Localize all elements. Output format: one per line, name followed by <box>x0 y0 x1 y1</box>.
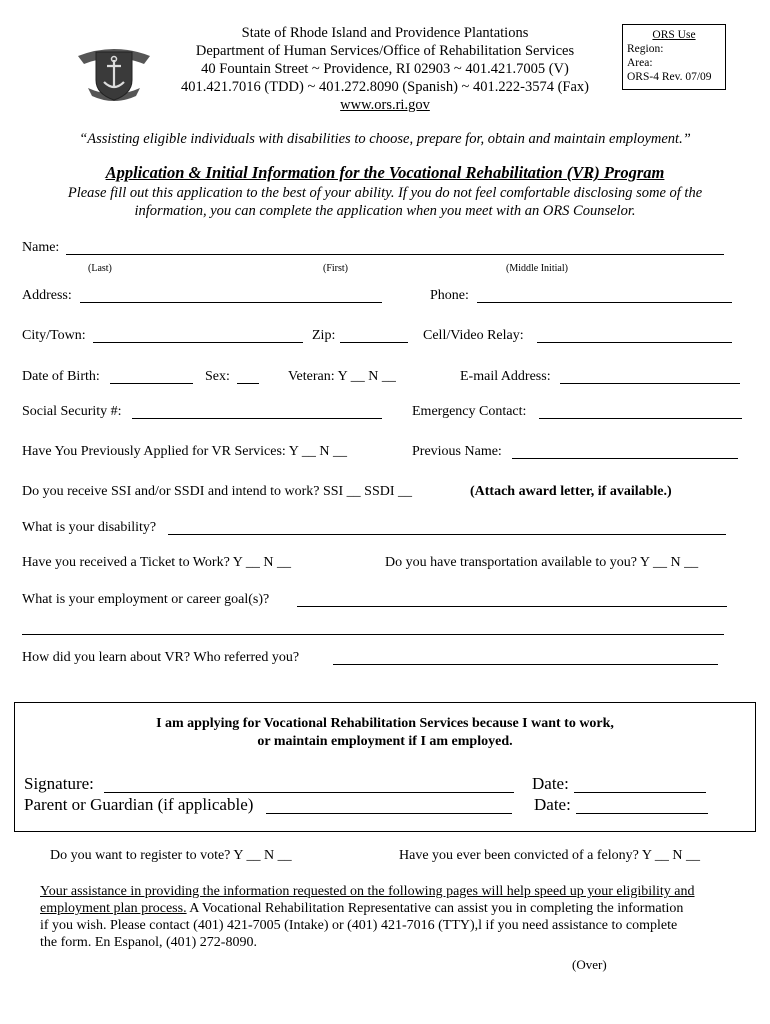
register-vote-question[interactable]: Do you want to register to vote? Y __ N __ <box>50 848 292 863</box>
sex-label: Sex: <box>205 369 230 384</box>
previous-name-field[interactable] <box>512 458 738 459</box>
footer-line-2 <box>40 900 683 918</box>
header-line-address: 40 Fountain Street ~ Providence, RI 02903 ~ 401.421.7005 (V) <box>201 61 569 77</box>
form-title: Application & Initial Information for the Vocational Rehabilitation (VR) Program <box>105 163 665 182</box>
name-first-caption: (First) <box>323 263 348 274</box>
header-line-state: State of Rhode Island and Providence Plantations <box>241 25 529 41</box>
signature-field[interactable] <box>104 792 514 793</box>
email-label: E-mail Address: <box>460 369 551 384</box>
over-note: (Over) <box>572 957 607 972</box>
name-field[interactable] <box>66 254 724 255</box>
statement-line-2: or maintain employment if I am employed. <box>257 734 513 749</box>
referral-label: How did you learn about VR? Who referred you? <box>22 650 300 665</box>
sex-field[interactable] <box>237 383 259 384</box>
city-label: City/Town: <box>22 328 86 343</box>
ticket-to-work-question[interactable]: Have you received a Ticket to Work? Y __ N __ <box>22 555 291 570</box>
email-field[interactable] <box>560 383 740 384</box>
header-website-link[interactable]: www.ors.ri.gov <box>340 97 430 113</box>
name-middle-caption: (Middle Initial) <box>506 263 568 274</box>
felony-question[interactable]: Have you ever been convicted of a felony? Y __ N __ <box>399 848 701 863</box>
guardian-field[interactable] <box>266 813 512 814</box>
header-line-department: Department of Human Services/Office of Rehabilitation Services <box>195 43 575 59</box>
relay-field[interactable] <box>537 342 732 343</box>
emergency-label: Emergency Contact: <box>412 404 527 419</box>
name-last-caption: (Last) <box>88 263 112 274</box>
tagline: “Assisting eligible individuals with disabilities to choose, prepare for, obtain and maintain employment.” <box>79 131 691 147</box>
statement-line-1: I am applying for Vocational Rehabilitation Services because I want to work, <box>156 716 614 731</box>
ors-area-label: Area: <box>627 57 653 69</box>
disability-field[interactable] <box>168 534 726 535</box>
zip-label: Zip: <box>312 328 336 343</box>
relay-label: Cell/Video Relay: <box>423 328 524 343</box>
dob-field[interactable] <box>110 383 193 384</box>
career-goal-field-line2[interactable] <box>22 634 724 635</box>
date-field-1[interactable] <box>574 792 706 793</box>
phone-label: Phone: <box>430 288 469 303</box>
ssi-attach-note: (Attach award letter, if available.) <box>470 484 672 499</box>
emergency-field[interactable] <box>539 418 742 419</box>
footer-line-2-underlined: employment plan process. <box>40 901 187 916</box>
ors-rev-label: ORS-4 Rev. 07/09 <box>627 71 712 83</box>
address-field[interactable] <box>80 302 382 303</box>
footer-line-4: the form. En Espanol, (401) 272-8090. <box>40 935 257 950</box>
ssi-question[interactable]: Do you receive SSI and/or SSDI and intend to work? SSI __ SSDI __ <box>22 484 413 499</box>
date-field-2[interactable] <box>576 813 708 814</box>
dob-label: Date of Birth: <box>22 369 100 384</box>
intro-line-2: information, you can complete the application when you meet with an ORS Counselor. <box>134 203 636 219</box>
ors-use-box <box>622 24 726 90</box>
transportation-question[interactable]: Do you have transportation available to you? Y __ N __ <box>385 555 699 570</box>
date-label-2: Date: <box>534 795 571 814</box>
date-label-1: Date: <box>532 774 569 793</box>
ssn-label: Social Security #: <box>22 404 122 419</box>
footer-line-2-rest: A Vocational Rehabilitation Representative can assist you in completing the information <box>186 901 684 916</box>
name-label: Name: <box>22 240 60 255</box>
ssn-field[interactable] <box>132 418 382 419</box>
footer-line-3: if you wish. Please contact (401) 421-7005 (Intake) or (401) 421-7016 (TTY),l if you need assistance to complete <box>40 918 678 933</box>
previous-name-label: Previous Name: <box>412 444 502 459</box>
phone-field[interactable] <box>477 302 732 303</box>
career-goal-field[interactable] <box>297 606 727 607</box>
header-line-phones: 401.421.7016 (TDD) ~ 401.272.8090 (Spanish) ~ 401.222-3574 (Fax) <box>181 79 589 95</box>
referral-field[interactable] <box>333 664 718 665</box>
state-seal-logo <box>74 38 154 106</box>
career-goal-label: What is your employment or career goal(s)? <box>22 592 270 607</box>
disability-label: What is your disability? <box>22 520 157 535</box>
intro-line-1: Please fill out this application to the best of your ability. If you do not feel comfortable disclosing some of the <box>67 185 703 201</box>
veteran-question[interactable]: Veteran: Y __ N __ <box>288 369 396 384</box>
zip-field[interactable] <box>340 342 408 343</box>
previously-applied-question[interactable]: Have You Previously Applied for VR Services: Y __ N __ <box>22 444 347 459</box>
ors-use-title: ORS Use <box>652 29 696 41</box>
address-label: Address: <box>22 288 72 303</box>
signature-label: Signature: <box>24 774 94 793</box>
ors-region-label: Region: <box>627 43 664 55</box>
footer-line-1: Your assistance in providing the information requested on the following pages will help speed up your eligibility and <box>40 884 695 899</box>
city-field[interactable] <box>93 342 303 343</box>
guardian-label: Parent or Guardian (if applicable) <box>24 795 254 814</box>
